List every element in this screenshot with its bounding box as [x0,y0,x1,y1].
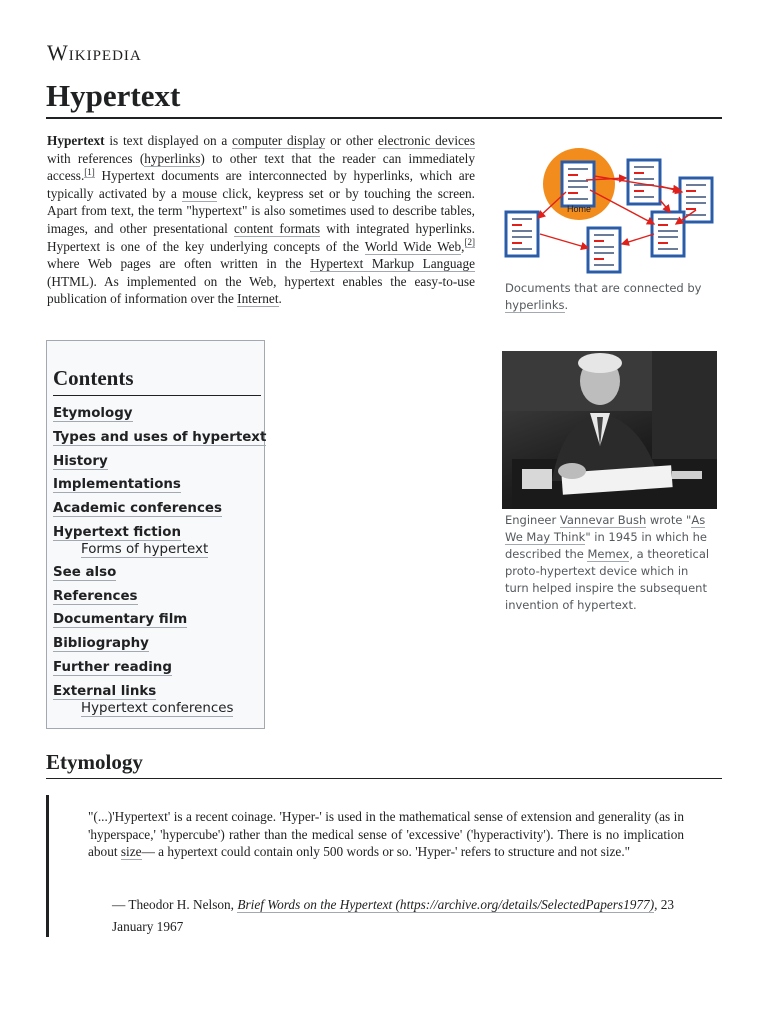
toc-link[interactable]: Further reading [53,659,172,675]
caption-link-as-we-may-think[interactable]: As We May Think [505,513,706,544]
blockquote-bar [46,795,49,937]
page-title: Hypertext [46,78,181,113]
caption-text: wrote " [646,513,692,527]
toc-item [53,632,266,656]
intro-paragraph: Hypertext is text displayed on a computer display or other electronic devices with references (hyperlinks) to other text that the reader can immediately access.[1] Hypertext documents are interconnected by hyperlinks, which are typically activated by a mouse click, keypress set or by touching the screen. Apart from text, the term "hypertext" is also sometimes used to describe tables, images, and other presentational content formats with integrated hyperlinks. Hypertext is one of the key underlying concepts of the World Wide Web,[2] where Web pages are often written in the Hypertext Markup Language (HTML). As implemented on the Web, hypertext enables the easy-to-use publication of information over the Internet. [47,133,476,307]
vannevar-bush-photo[interactable] [502,351,717,509]
link-content-formats[interactable]: content formats [234,220,321,236]
toc-item [53,608,266,632]
toc-link[interactable]: Etymology [53,406,133,421]
caption-text: Documents that are connected by [505,281,702,295]
intro-text: click, keypress set or by touching the screen. Apart from text, the term "hypertext" is also sometimes used to describe tables, images, and other presentational [47,185,475,236]
intro-bold-term: Hypertext [47,133,105,148]
intro-text: ) to other text that the reader can immediately access. [47,150,475,184]
toc-item [53,450,266,474]
caption-text: . [564,298,569,312]
citation-1[interactable]: [1] [84,166,95,177]
attribution-author: — Theodor H. Nelson, [112,897,238,912]
toc-item [53,426,266,450]
citation-2[interactable]: [2] [464,237,475,248]
toc-link[interactable]: External links [53,683,157,699]
document-icon [652,212,684,256]
caption-text: Engineer [505,513,560,527]
caption-link-memex[interactable]: Memex [587,547,630,561]
diagram-caption [500,280,720,314]
toc-item [53,700,266,717]
link-computer-display[interactable]: computer display [232,133,326,148]
quote-text: "(...)'Hypertext' is a recent coinage. 'Hyper-' is used in the mathematical sense of extension and generality (as in 'hyperspace,' 'hypercube') rather than the medical sense of 'excessive' ('hyperactivity'). There is no implication about [88,809,684,859]
toc-item [53,497,266,521]
hypertext-diagram-figure [500,140,720,314]
document-icon [562,162,594,206]
quote-attribution [112,894,682,938]
section-heading-etymology: Etymology [46,750,143,774]
photo-caption [502,512,713,614]
caption-text: " in 1945 in which he described the [505,530,707,561]
toc-link[interactable]: References [53,588,138,604]
intro-text: is text displayed on a [104,133,232,148]
table-of-contents [46,340,265,729]
toc-item [53,541,266,558]
toc-link[interactable]: Implementations [53,477,181,493]
title-divider [46,117,722,119]
intro-text: Hypertext documents are interconnected by hyperlinks, which are typically activated by a [47,168,475,201]
toc-link[interactable]: See also [53,564,117,580]
toc-item [53,402,266,426]
hyperlink-arrow [540,234,588,248]
toc-link[interactable]: Bibliography [53,636,149,652]
link-electronic-devices[interactable]: electronic devices [377,133,475,148]
link-internet[interactable]: Internet [237,291,279,307]
home-label: Home [566,204,592,214]
toc-link[interactable]: Documentary film [53,612,188,628]
document-icon [588,228,620,272]
toc-link[interactable]: History [53,453,108,469]
hyperlink-arrow [660,200,670,212]
attribution-date: , 23 January 1967 [112,897,675,934]
link-html[interactable]: Hypertext Markup Language [310,256,476,272]
toc-item [53,585,266,609]
intro-text: with references ( [47,150,145,166]
intro-text: or other [325,133,378,148]
toc-link[interactable]: Types and uses of hypertext [53,429,267,445]
etymology-quote [88,808,684,861]
link-world-wide-web[interactable]: World Wide Web [364,238,462,254]
toc-link[interactable]: Hypertext fiction [53,524,181,540]
toc-link[interactable]: Hypertext conferences [81,700,234,716]
link-hyperlinks[interactable]: hyperlinks [144,150,201,166]
toc-link[interactable]: Academic conferences [53,501,222,517]
link-mouse[interactable]: mouse [182,185,217,201]
toc-item [53,473,266,497]
caption-link-hyperlinks[interactable]: hyperlinks [505,298,565,312]
toc-item [53,561,266,585]
intro-text: with integrated hyperlinks. Hypertext is one of the key underlying concepts of the [47,220,475,254]
caption-text: , a theoretical proto-hypertext device which in turn helped inspire the subsequent invention of hypertext. [505,547,710,612]
toc-list [53,402,266,720]
toc-link[interactable]: Forms of hypertext [81,541,209,557]
hyperlink-arrow [622,234,654,244]
quote-text: — a hypertext could contain only 500 words or so. 'Hyper-' refers to structure and not size." [141,844,631,859]
intro-text: . [278,291,282,307]
section-divider [46,778,722,779]
wikipedia-logo[interactable]: Wikipedia [47,40,142,65]
link-brief-words[interactable]: Brief Words on the Hypertext (https://archive.org/details/SelectedPapers1977) [237,897,655,912]
hypertext-diagram[interactable] [500,140,718,278]
link-size[interactable]: size [120,844,142,859]
vannevar-bush-figure [502,351,717,614]
toc-item [53,656,266,680]
toc-title: Contents [53,366,261,396]
intro-text: where Web pages are often written in the [47,256,311,272]
caption-link-vannevar-bush[interactable]: Vannevar Bush [559,513,647,527]
document-icon [506,212,538,256]
intro-text: (HTML). As implemented on the Web, hypertext enables the easy-to-use publication of information over the [47,273,475,307]
